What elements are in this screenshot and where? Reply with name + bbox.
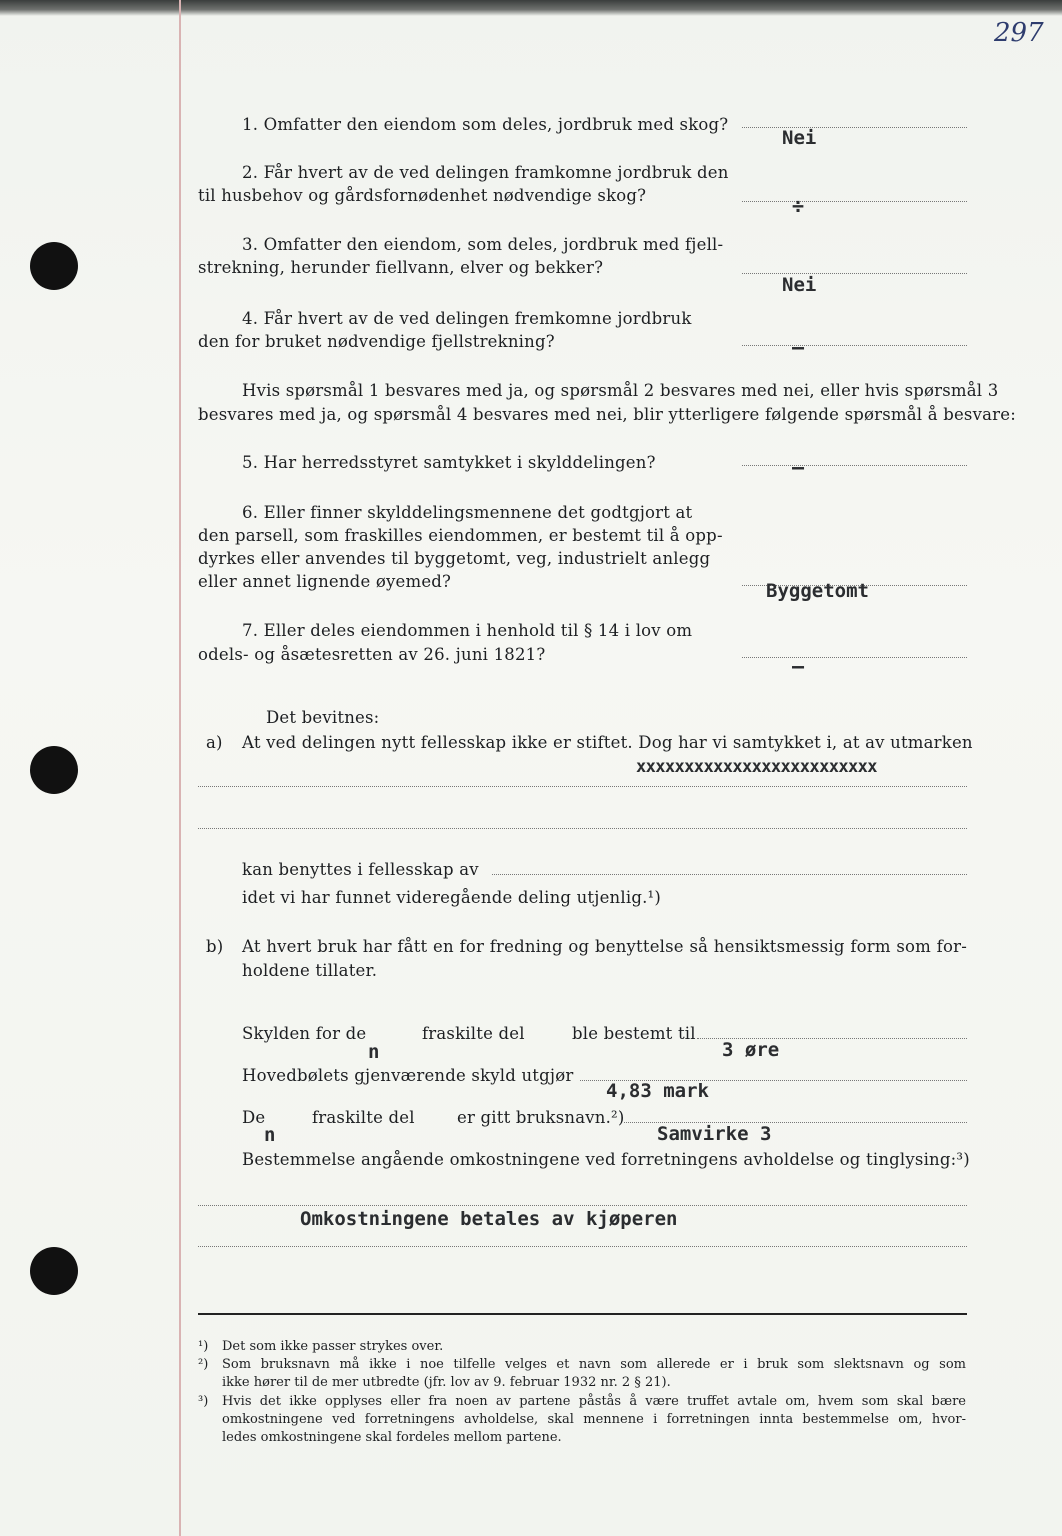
question-6-line1: 6. Eller finner skylddelingsmennene det godtgjort at: [242, 503, 693, 522]
footnote-3-mark: ³): [198, 1394, 209, 1409]
answer-6: Byggetomt: [766, 580, 869, 602]
answer-line: [742, 345, 967, 346]
footnote-1-line1: Det som ikke passer strykes over.: [222, 1339, 444, 1354]
footnote-1-mark: ¹): [198, 1339, 209, 1354]
punch-hole: [30, 746, 78, 794]
footnote-3-line3: ledes omkostningene skal fordeles mellom partene.: [222, 1430, 562, 1445]
attest-a-line4: idet vi har funnet videregående deling utjenlig.¹): [242, 888, 661, 907]
question-7-line1: 7. Eller deles eiendommen i henhold til § 14 i lov om: [242, 621, 693, 640]
footnote-3-line2: omkostningene ved forretningens avholdelse, skal mennene i forretningen innta bestemmelse om, hvor-: [222, 1412, 966, 1427]
margin-rule: [179, 0, 181, 1536]
answer-line: [742, 273, 967, 274]
attest-b-line1: At hvert bruk har fått en for fredning og benyttelse så hensiktsmessig form som for-: [242, 937, 967, 956]
fill-line: [198, 786, 967, 787]
question-4-line2: den for bruket nødvendige fjellstrekning?: [198, 332, 555, 351]
answer-line: [742, 127, 967, 128]
skyld-value1: 3 øre: [722, 1039, 780, 1061]
fill-line: [198, 1246, 967, 1247]
attest-b-label: b): [206, 937, 224, 956]
footnote-2-line1: Som bruksnavn må ikke i noe tilfelle velges et navn som allerede er i bruk som slektsnavn og som: [222, 1357, 966, 1372]
question-3-line2: strekning, herunder fiellvann, elver og bekker?: [198, 258, 604, 277]
question-6-line2: den parsell, som fraskilles eiendommen, er bestemt til å opp-: [198, 526, 723, 545]
answer-5: –: [792, 455, 805, 479]
skyld-line1-b: fraskilte del: [422, 1024, 525, 1043]
skyld-line3-c: er gitt bruksnavn.²): [457, 1108, 625, 1127]
skyld-line3-a: De: [242, 1108, 266, 1127]
fill-line: [198, 828, 967, 829]
skyld-value3: Samvirke 3: [657, 1123, 772, 1145]
question-5: 5. Har herredsstyret samtykket i skylddelingen?: [242, 453, 656, 472]
skyld-n2: n: [264, 1124, 276, 1146]
answer-7: –: [792, 654, 805, 678]
footnote-2-mark: ²): [198, 1357, 209, 1372]
struck-text: xxxxxxxxxxxxxxxxxxxxxxxxx: [636, 757, 877, 777]
page-number: 297: [994, 18, 1044, 48]
question-7-line2: odels- og åsætesretten av 26. juni 1821?: [198, 645, 546, 664]
fill-line: [198, 1205, 967, 1206]
question-4-line1: 4. Får hvert av de ved delingen fremkomne jordbruk: [242, 309, 692, 328]
conditional-line2: besvares med ja, og spørsmål 4 besvares med nei, blir ytterligere følgende spørsmål å besvare:: [198, 405, 1016, 424]
skyld-value2: 4,83 mark: [606, 1080, 709, 1102]
skyld-line4: Bestemmelse angående omkostningene ved forretningens avholdelse og tinglysing:³): [242, 1150, 970, 1169]
answer-line: [742, 201, 967, 202]
attest-b-line2: holdene tillater.: [242, 961, 378, 980]
skyld-line2: Hovedbølets gjenværende skyld utgjør: [242, 1066, 574, 1085]
fill-line: [492, 874, 967, 875]
attest-heading: Det bevitnes:: [266, 708, 380, 727]
skyld-value4: Omkostningene betales av kjøperen: [300, 1208, 678, 1230]
footnote-rule: [198, 1313, 967, 1315]
attest-a-line3: kan benyttes i fellesskap av: [242, 860, 479, 879]
skyld-n1: n: [368, 1041, 380, 1063]
attest-a-label: a): [206, 733, 223, 752]
question-6-line3: dyrkes eller anvendes til byggetomt, veg, industrielt anlegg: [198, 549, 711, 568]
question-2-line1: 2. Får hvert av de ved delingen framkomne jordbruk den: [242, 163, 729, 182]
skyld-line3-b: fraskilte del: [312, 1108, 415, 1127]
punch-hole: [30, 1247, 78, 1295]
footnote-3-line1: Hvis det ikke opplyses eller fra noen av partene påstås å være truffet avtale om, hvem som skal bære: [222, 1394, 966, 1409]
answer-2: ÷: [792, 194, 805, 218]
answer-line: [742, 465, 967, 466]
question-2-line2: til husbehov og gårdsfornødenhet nødvendige skog?: [198, 186, 647, 205]
answer-line: [742, 657, 967, 658]
question-3-line1: 3. Omfatter den eiendom, som deles, jordbruk med fjell-: [242, 235, 724, 254]
skyld-line1-a: Skylden for de: [242, 1024, 367, 1043]
punch-hole: [30, 242, 78, 290]
answer-1: Nei: [782, 127, 817, 149]
answer-3: Nei: [782, 274, 817, 296]
question-1: 1. Omfatter den eiendom som deles, jordbruk med skog?: [242, 115, 729, 134]
attest-a-text: At ved delingen nytt fellesskap ikke er stiftet. Dog har vi samtykket i, at av utmarken: [242, 733, 973, 752]
answer-4: –: [792, 335, 805, 359]
skyld-line1-c: ble bestemt til: [572, 1024, 696, 1043]
question-6-line4: eller annet lignende øyemed?: [198, 572, 452, 591]
footnote-2-line2: ikke hører til de mer utbredte (jfr. lov av 9. februar 1932 nr. 2 § 21).: [222, 1375, 671, 1390]
conditional-line1: Hvis spørsmål 1 besvares med ja, og spørsmål 2 besvares med nei, eller hvis spørsmål 3: [242, 381, 999, 400]
